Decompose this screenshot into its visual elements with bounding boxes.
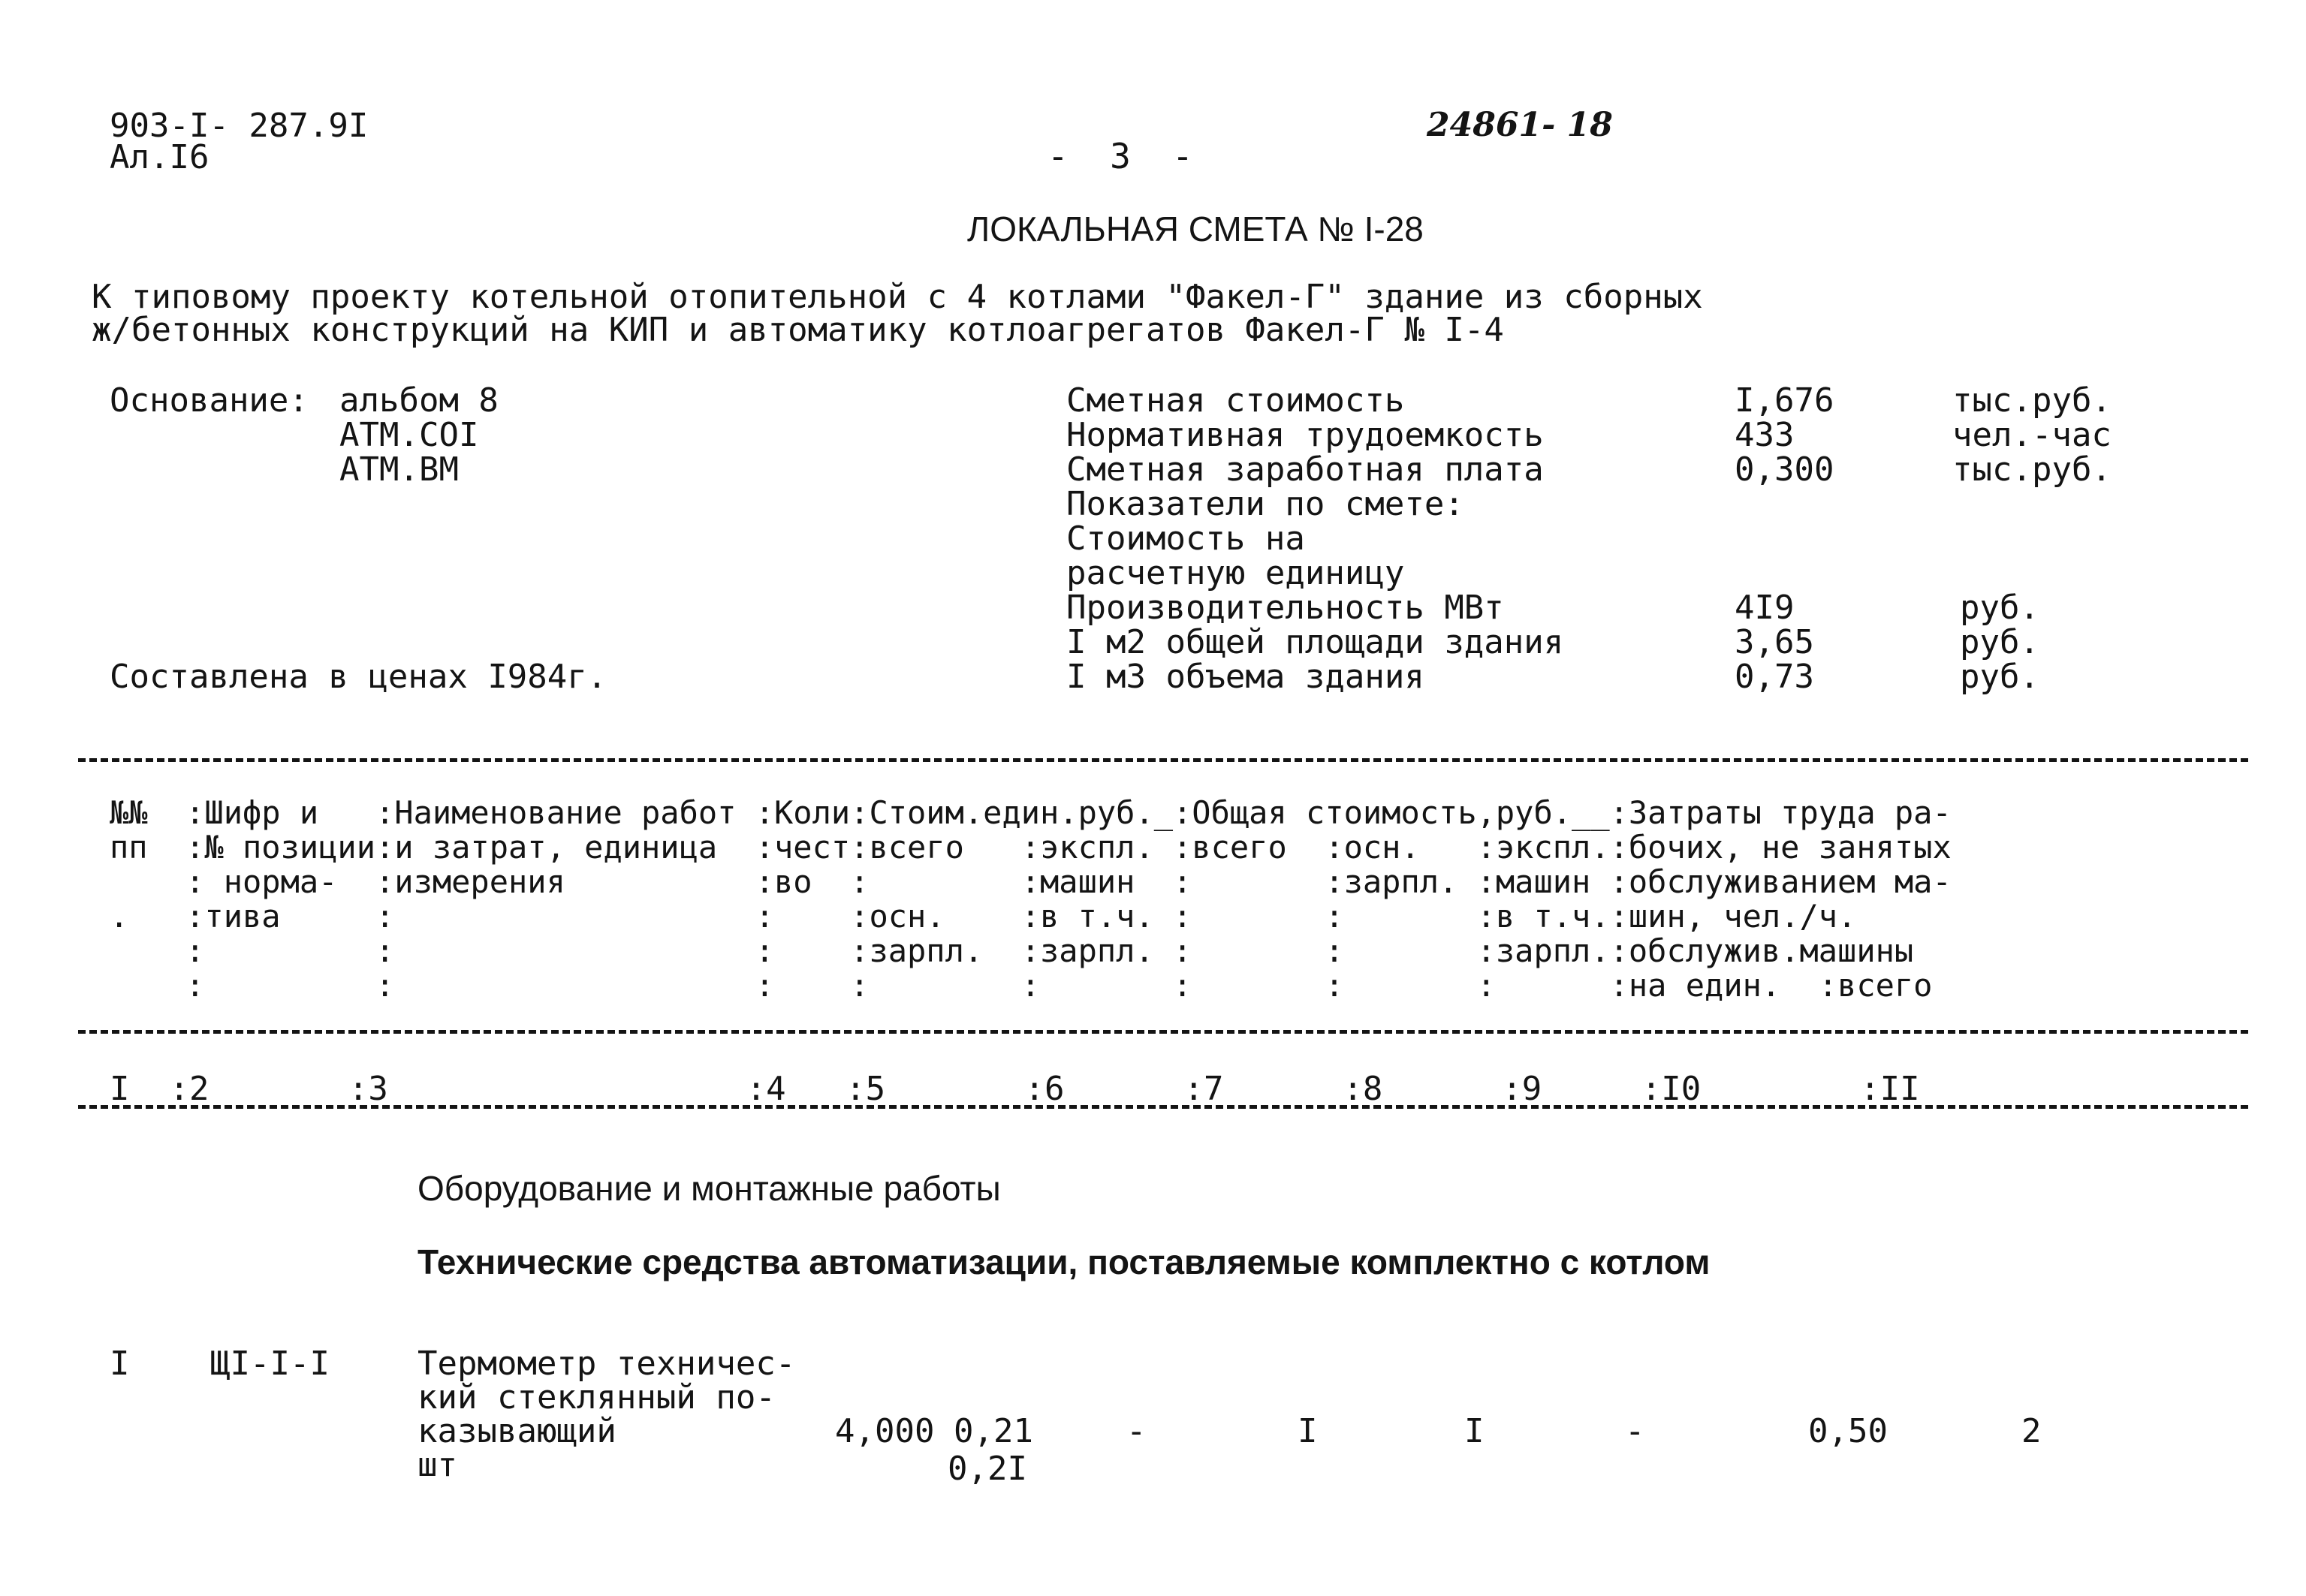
summary-unit: тыс.руб. <box>1952 381 2112 420</box>
summary-label: Показатели по смете: <box>1066 485 1464 523</box>
row-name-line: шт <box>417 1446 457 1484</box>
prices-note: Составлена в ценах I984г. <box>110 658 607 696</box>
subtitle-line-2: ж/бетонных конструкций на КИП и автоматику котлоагрегатов Факел-Г № I-4 <box>92 311 1504 349</box>
sheet-label: Ал.I6 <box>110 138 209 176</box>
summary-label: Производительность МВт <box>1066 589 1504 627</box>
doc-number: 903-I- 287.9I <box>110 107 369 145</box>
summary-value: 433 <box>1735 416 1795 454</box>
row-labor-per-unit: 0,50 <box>1808 1412 1888 1450</box>
handwritten-number: 24861- 18 <box>1427 106 1613 144</box>
summary-label: Сметная стоимость <box>1066 381 1405 420</box>
summary-value: 0,300 <box>1735 450 1834 489</box>
summary-unit: руб. <box>1960 589 2039 627</box>
column-numbers: I :2 :3 :4 :5 :6 :7 :8 :9 :I0 :II <box>110 1070 1920 1108</box>
summary-label: Сметная заработная плата <box>1066 450 1544 489</box>
row-unit-cost-salary: 0,2I <box>948 1450 1027 1488</box>
summary-unit: тыс.руб. <box>1952 450 2112 489</box>
row-code: ЩI-I-I <box>210 1345 330 1383</box>
section-subheading: Технические средства автоматизации, поставляемые комплектно с котлом <box>417 1242 1711 1281</box>
summary-unit: чел.-час <box>1952 416 2112 454</box>
summary-label: Стоимость на <box>1066 519 1305 558</box>
basis-item: АТМ.ВМ <box>339 450 459 489</box>
row-name-line: Термометр техничес- <box>417 1345 796 1383</box>
page-marker: - 3 - <box>1047 136 1193 176</box>
section-heading: Оборудование и монтажные работы <box>417 1169 1001 1208</box>
summary-unit: руб. <box>1960 658 2039 696</box>
summary-value: 4I9 <box>1735 589 1795 627</box>
row-total-machines: - <box>1625 1412 1645 1450</box>
basis-item: АТМ.СОI <box>339 416 479 454</box>
summary-value: 0,73 <box>1735 658 1814 696</box>
row-labor-total: 2 <box>2021 1412 2042 1450</box>
basis-label: Основание: <box>110 381 309 420</box>
summary-label: Нормативная трудоемкость <box>1066 416 1544 454</box>
table-header-rule <box>78 1030 2248 1034</box>
summary-label: I м2 общей площади здания <box>1066 623 1564 661</box>
row-total: I <box>1298 1412 1318 1450</box>
row-number: I <box>110 1345 130 1383</box>
document-title: ЛОКАЛЬНАЯ СМЕТА № I-28 <box>967 209 1424 248</box>
summary-label: I м3 объема здания <box>1066 658 1424 696</box>
row-total-salary: I <box>1464 1412 1485 1450</box>
row-name-line: казывающий <box>417 1412 616 1450</box>
table-header: №№ :Шифр и :Наименование работ :Коли:Стоим.един.руб._:Общая стоимость,руб.__:Затраты труда ра- пп :№ позиции:и затрат, единица :чест:всего :экспл. :всего :осн. :экспл.:бочих, не занятых : норма- :измерения :во : :машин : :зарпл. :машин :обслуживанием ма- . :тива : : :осн. :в т.ч. : : :в т.ч.:шин, чел./ч. : : : :зарпл. :зарпл. : : :зарпл.:обслужив.машины : : : : : : : : :на един. :всего <box>110 794 1952 1004</box>
summary-value: 3,65 <box>1735 623 1814 661</box>
row-unit-cost-machines: - <box>1126 1412 1147 1450</box>
basis-item: альбом 8 <box>339 381 499 420</box>
subtitle-line-1: К типовому проекту котельной отопительной с 4 котлами "Факел-Г" здание из сборных <box>92 278 1703 316</box>
column-numbers-rule <box>78 1105 2248 1109</box>
row-qty: 4,000 <box>835 1412 935 1450</box>
row-name-line: кий стеклянный по- <box>417 1378 776 1417</box>
summary-unit: руб. <box>1960 623 2039 661</box>
summary-label: расчетную единицу <box>1066 554 1405 592</box>
table-top-rule <box>78 758 2248 762</box>
summary-value: I,676 <box>1735 381 1834 420</box>
row-unit-cost-total: 0,21 <box>954 1412 1033 1450</box>
